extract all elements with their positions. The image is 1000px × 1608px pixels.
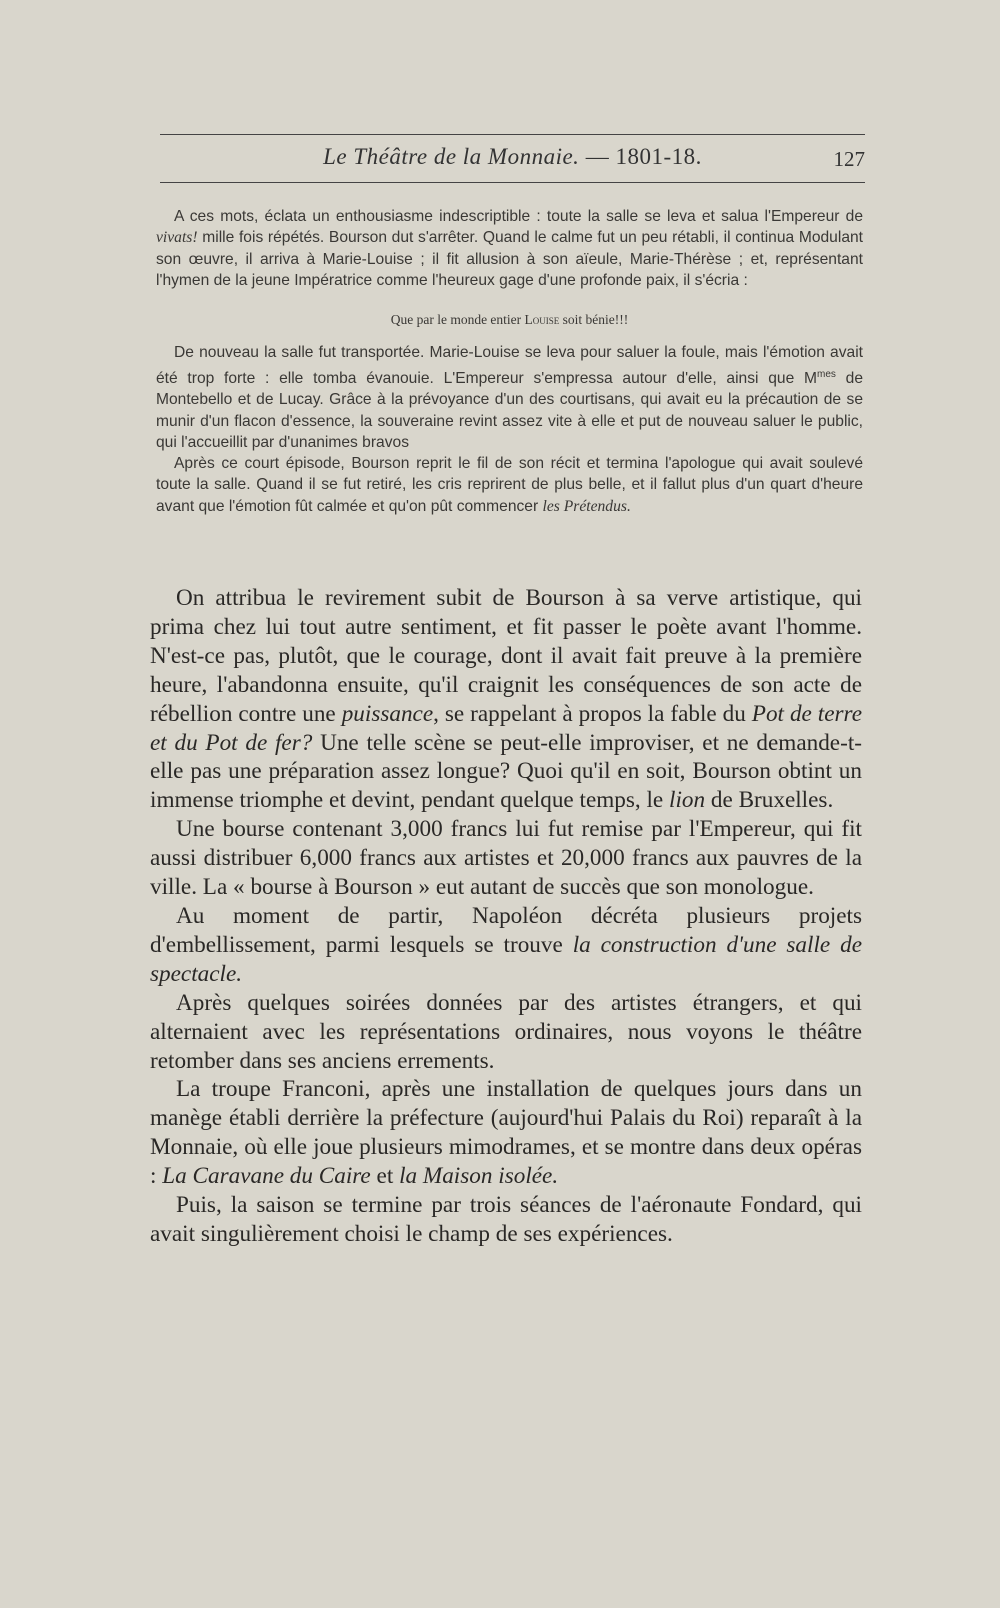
body-text: On attribua le revirement subit de Bourson à sa verve artistique, qui prima chez lui tout autre sentiment, et fit passer le poète avant l'homme. N'est-ce pas, plutôt, que le courage, dont il avait fait preuve à la première heure, l'abandonna ensuite, qu'il craignit les conséquences de son acte de rébellion contre une: [150, 585, 862, 727]
verse-smallcaps: Louise: [524, 312, 560, 328]
running-title-years: 1801-18.: [615, 144, 702, 169]
body-text: La troupe Franconi, après une installation de quelques jours dans un manège établi derrière la préfecture (aujourd'hui Palais du Roi) reparaît à la Monnaie, où elle joue plusieurs mimodrames, et se montre dans deux opéras :: [150, 1076, 862, 1190]
quote-text: de Montebello et de Lucay. Grâce à la prévoyance d'un des courtisans, qui avait eu la précaution de se munir d'un flacon d'essence, la souveraine revint assez vite à elle et put de nouveau saluer le public, qui l'accueillit par d'unanimes bravos: [156, 369, 863, 451]
body-text: , se rappelant à propos la fable du: [433, 700, 752, 727]
body-italic: puissance: [341, 700, 434, 727]
running-title: [160, 144, 865, 170]
quote-italic: les Prétendus.: [542, 497, 631, 515]
quote-superscript: mes: [816, 368, 836, 380]
verse-text: Que par le monde entier: [390, 312, 525, 328]
quote-text: De nouveau la salle fut transportée. Marie-Louise se leva pour saluer la foule, mais l'émotion avait été trop forte : elle tomba évanouie. L'Empereur s'empressa autour d'elle, ainsi que M: [156, 344, 863, 387]
page-number: 127: [833, 147, 865, 171]
quote-paragraph-3: [156, 453, 863, 517]
quote-text: mille fois répétés. Bourson dut s'arrêter. Quand le calme fut un peu rétabli, il continua Modulant son œuvre, il arriva à Marie-Louise ; il fit allusion à son aïeule, Marie-Thérèse ; et, représentant l'hymen de la jeune Impératrice comme l'heureux gage d'une profonde paix, il s'écria :: [156, 229, 863, 289]
body-text: Une telle scène se peut-elle improviser, et ne demande-t-elle pas une préparation assez longue? Quoi qu'il en soit, Bourson obtint un immense triomphe et devint, pendant quelque temps, le: [150, 729, 862, 814]
body-text: Au moment de partir, Napoléon décréta plusieurs projets d'embellissement, parmi lesquels se trouve: [150, 902, 862, 958]
body-italic: lion: [669, 787, 706, 814]
quoted-account: [156, 206, 863, 517]
body-paragraph-6: Puis, la saison se termine par trois séances de l'aéronaute Fondard, qui avait singulièrement choisi le champ de ses expériences.: [150, 1192, 862, 1247]
body-paragraph-2: Une bourse contenant 3,000 francs lui fut remise par l'Empereur, qui fit aussi distribuer 6,000 francs aux artistes et 20,000 francs aux pauvres de la ville. La « bourse à Bourson » eut autant de succès que son monologue.: [150, 816, 862, 901]
running-header: [160, 134, 865, 183]
quote-text: Après ce court épisode, Bourson reprit le fil de son récit et termina l'apologue qui avait soulevé toute la salle. Quand il se fut retiré, les cris reprirent de plus belle, et il fallut plus d'un quart d'heure avant que l'émotion fût calmée et qu'on pût commencer: [156, 455, 863, 515]
main-text: [150, 584, 862, 1249]
body-italic: la construction d'une salle de spectacle.: [150, 931, 862, 987]
quote-paragraph-2: [156, 342, 863, 453]
quote-paragraph-1: [156, 206, 863, 291]
body-italic: Pot de terre et du Pot de fer?: [150, 700, 862, 756]
body-paragraph-5: [150, 1075, 862, 1191]
body-paragraph-1: [150, 584, 862, 815]
verse-line: [156, 309, 863, 330]
verse-text: soit bénie!!!: [559, 312, 629, 328]
body-paragraph-4: Après quelques soirées données par des artistes étrangers, et qui alternaient avec les représentations ordinaires, nous voyons le théâtre retomber dans ses anciens errements.: [150, 989, 862, 1074]
running-title-italic: Le Théâtre de la Monnaie.: [323, 144, 580, 169]
quote-text: A ces mots, éclata un enthousiasme indescriptible : toute la salle se leva et salua l'Empereur de: [174, 208, 863, 225]
body-paragraph-3: [150, 902, 862, 989]
body-italic: la Maison isolée.: [399, 1163, 559, 1190]
body-italic: La Caravane du Caire: [162, 1163, 371, 1190]
body-text: et: [370, 1163, 400, 1190]
body-text: de Bruxelles.: [705, 787, 834, 814]
running-title-dash: —: [579, 144, 616, 169]
quote-italic: vivats!: [156, 229, 198, 247]
